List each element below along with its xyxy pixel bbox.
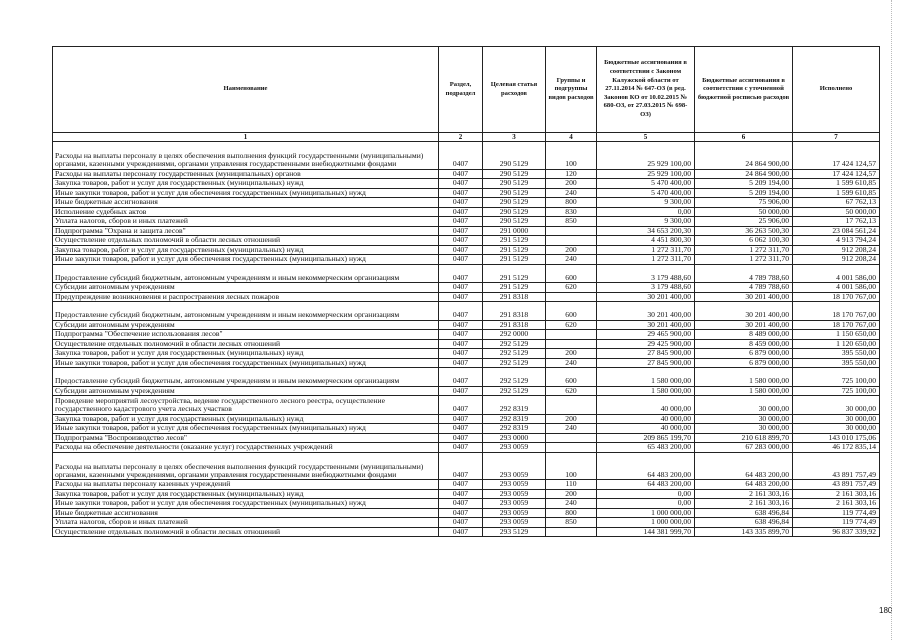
row-expense-group: 200 [546, 489, 597, 499]
row-expense-group: 850 [546, 217, 597, 227]
row-executed-amount: 50 000,00 [793, 207, 880, 217]
table-row [53, 142, 880, 170]
table-row [53, 264, 880, 283]
row-name: Иные закупки товаров, работ и услуг для обеспечения государственных (муниципальных) нужд [53, 499, 439, 509]
row-budget-law-amount: 0,00 [597, 207, 695, 217]
row-target-article: 291 5129 [483, 245, 546, 255]
row-name: Закупка товаров, работ и услуг для государственных (муниципальных) нужд [53, 349, 439, 359]
row-budget-list-amount: 8 489 000,00 [695, 330, 793, 340]
table-row [53, 302, 880, 321]
row-budget-list-amount: 64 483 200,00 [695, 480, 793, 490]
row-section: 0407 [439, 396, 483, 415]
row-section: 0407 [439, 489, 483, 499]
row-section: 0407 [439, 527, 483, 537]
row-target-article: 292 8319 [483, 424, 546, 434]
row-target-article: 292 5129 [483, 386, 546, 396]
row-name: Подпрограмма "Охрана и защита лесов" [53, 226, 439, 236]
row-section: 0407 [439, 508, 483, 518]
row-budget-list-amount: 25 906,00 [695, 217, 793, 227]
page-number: 180 [879, 606, 893, 615]
row-section: 0407 [439, 264, 483, 283]
row-section: 0407 [439, 443, 483, 453]
row-name: Субсидии автономным учреждениям [53, 320, 439, 330]
header-name: Наименование [53, 47, 439, 133]
row-section: 0407 [439, 452, 483, 480]
row-name: Закупка товаров, работ и услуг для государственных (муниципальных) нужд [53, 414, 439, 424]
header-expense-group: Группы и подгруппы видов расходов [546, 47, 597, 133]
row-budget-list-amount: 24 864 900,00 [695, 169, 793, 179]
row-budget-list-amount: 5 209 194,00 [695, 188, 793, 198]
row-section: 0407 [439, 358, 483, 368]
page-edge-divider [891, 0, 893, 640]
table-row [53, 499, 880, 509]
row-name: Иные закупки товаров, работ и услуг для обеспечения государственных (муниципальных) нужд [53, 358, 439, 368]
row-target-article: 290 5129 [483, 188, 546, 198]
row-target-article: 292 8319 [483, 396, 546, 415]
row-expense-group [546, 236, 597, 246]
row-budget-law-amount: 30 201 400,00 [597, 320, 695, 330]
row-target-article: 290 5129 [483, 142, 546, 170]
row-budget-list-amount: 30 000,00 [695, 396, 793, 415]
row-executed-amount: 2 161 303,16 [793, 489, 880, 499]
row-executed-amount: 912 208,24 [793, 255, 880, 265]
row-expense-group: 800 [546, 508, 597, 518]
row-budget-law-amount: 1 272 311,70 [597, 245, 695, 255]
row-executed-amount: 912 208,24 [793, 245, 880, 255]
row-executed-amount: 23 084 561,24 [793, 226, 880, 236]
header-row [53, 47, 880, 133]
row-budget-list-amount: 2 161 303,16 [695, 489, 793, 499]
table-row [53, 480, 880, 490]
row-target-article: 292 8319 [483, 414, 546, 424]
row-section: 0407 [439, 198, 483, 208]
header-section: Раздел, подраздел [439, 47, 483, 133]
table-row [53, 433, 880, 443]
table-row [53, 396, 880, 415]
row-target-article: 292 5129 [483, 339, 546, 349]
row-section: 0407 [439, 255, 483, 265]
row-expense-group: 200 [546, 414, 597, 424]
row-budget-list-amount: 30 000,00 [695, 414, 793, 424]
row-section: 0407 [439, 414, 483, 424]
row-budget-law-amount: 27 845 900,00 [597, 349, 695, 359]
column-number: 6 [695, 133, 793, 142]
row-expense-group [546, 226, 597, 236]
row-target-article: 293 0059 [483, 489, 546, 499]
row-name: Подпрограмма "Воспроизводство лесов" [53, 433, 439, 443]
row-budget-law-amount: 1 000 000,00 [597, 508, 695, 518]
row-budget-law-amount: 1 580 000,00 [597, 386, 695, 396]
row-section: 0407 [439, 499, 483, 509]
row-executed-amount: 1 599 610,85 [793, 179, 880, 189]
table-row [53, 320, 880, 330]
table-row [53, 414, 880, 424]
row-name: Закупка товаров, работ и услуг для государственных (муниципальных) нужд [53, 245, 439, 255]
row-executed-amount: 18 170 767,00 [793, 302, 880, 321]
table-row [53, 339, 880, 349]
table-row [53, 283, 880, 293]
row-executed-amount: 30 000,00 [793, 414, 880, 424]
row-target-article: 291 8318 [483, 302, 546, 321]
row-budget-law-amount: 1 000 000,00 [597, 518, 695, 528]
row-executed-amount: 43 891 757,49 [793, 452, 880, 480]
table-row [53, 349, 880, 359]
header-execution: Исполнено [793, 47, 880, 133]
row-target-article: 290 5129 [483, 198, 546, 208]
table-row [53, 386, 880, 396]
row-target-article: 290 5129 [483, 207, 546, 217]
row-section: 0407 [439, 179, 483, 189]
row-target-article: 293 0059 [483, 480, 546, 490]
row-section: 0407 [439, 236, 483, 246]
row-executed-amount: 17 762,13 [793, 217, 880, 227]
row-name: Предупреждение возникновения и распространения лесных пожаров [53, 292, 439, 302]
table-row [53, 292, 880, 302]
row-target-article: 290 5129 [483, 179, 546, 189]
row-expense-group [546, 433, 597, 443]
row-budget-law-amount: 9 300,00 [597, 198, 695, 208]
row-section: 0407 [439, 188, 483, 198]
table-row [53, 169, 880, 179]
row-section: 0407 [439, 433, 483, 443]
row-budget-list-amount: 67 283 000,00 [695, 443, 793, 453]
row-expense-group: 110 [546, 480, 597, 490]
row-section: 0407 [439, 302, 483, 321]
row-expense-group: 830 [546, 207, 597, 217]
row-budget-law-amount: 40 000,00 [597, 414, 695, 424]
row-executed-amount: 395 550,00 [793, 358, 880, 368]
row-budget-law-amount: 64 483 200,00 [597, 480, 695, 490]
row-name: Осуществление отдельных полномочий в области лесных отношений [53, 339, 439, 349]
row-budget-law-amount: 5 470 400,00 [597, 179, 695, 189]
row-budget-law-amount: 25 929 100,00 [597, 169, 695, 179]
row-expense-group [546, 339, 597, 349]
row-target-article: 292 5129 [483, 349, 546, 359]
row-executed-amount: 395 550,00 [793, 349, 880, 359]
row-budget-list-amount: 4 789 788,60 [695, 283, 793, 293]
table-row [53, 255, 880, 265]
row-name: Уплата налогов, сборов и иных платежей [53, 217, 439, 227]
row-budget-list-amount: 30 201 400,00 [695, 292, 793, 302]
row-expense-group: 200 [546, 349, 597, 359]
row-target-article: 291 5129 [483, 283, 546, 293]
table-row [53, 527, 880, 537]
row-budget-law-amount: 40 000,00 [597, 396, 695, 415]
row-expense-group: 100 [546, 142, 597, 170]
row-budget-list-amount: 6 062 100,30 [695, 236, 793, 246]
row-expense-group: 600 [546, 368, 597, 387]
column-number: 3 [483, 133, 546, 142]
row-name: Подпрограмма "Обеспечение использования лесов" [53, 330, 439, 340]
row-name: Иные закупки товаров, работ и услуг для обеспечения государственных (муниципальных) нужд [53, 188, 439, 198]
row-budget-list-amount: 638 496,84 [695, 508, 793, 518]
row-expense-group: 240 [546, 499, 597, 509]
row-budget-list-amount: 75 906,00 [695, 198, 793, 208]
row-expense-group [546, 527, 597, 537]
table-row [53, 330, 880, 340]
row-budget-law-amount: 5 470 400,00 [597, 188, 695, 198]
row-executed-amount: 2 161 303,16 [793, 499, 880, 509]
table-row [53, 198, 880, 208]
row-budget-list-amount: 5 209 194,00 [695, 179, 793, 189]
row-budget-law-amount: 29 425 900,00 [597, 339, 695, 349]
row-budget-law-amount: 25 929 100,00 [597, 142, 695, 170]
row-expense-group: 600 [546, 302, 597, 321]
row-name: Закупка товаров, работ и услуг для государственных (муниципальных) нужд [53, 179, 439, 189]
row-target-article: 290 5129 [483, 217, 546, 227]
row-executed-amount: 30 000,00 [793, 424, 880, 434]
row-budget-law-amount: 30 201 400,00 [597, 292, 695, 302]
row-name: Осуществление отдельных полномочий в области лесных отношений [53, 236, 439, 246]
row-budget-law-amount: 1 272 311,70 [597, 255, 695, 265]
row-expense-group: 620 [546, 386, 597, 396]
row-expense-group: 850 [546, 518, 597, 528]
row-section: 0407 [439, 518, 483, 528]
row-section: 0407 [439, 386, 483, 396]
row-budget-list-amount: 4 789 788,60 [695, 264, 793, 283]
header-budget-list: Бюджетные ассигнования в соответствии с уточненной бюджетной росписью расходов [695, 47, 793, 133]
row-executed-amount: 143 010 175,06 [793, 433, 880, 443]
row-section: 0407 [439, 368, 483, 387]
table-row [53, 489, 880, 499]
row-executed-amount: 18 170 767,00 [793, 292, 880, 302]
row-budget-list-amount: 1 272 311,70 [695, 245, 793, 255]
row-budget-list-amount: 143 335 899,70 [695, 527, 793, 537]
header-budget-law: Бюджетные ассигнования в соответствии с Законом Калужской области от 27.11.2014 № 647-ОЗ (в ред. Законов КО от 10.02.2015 № 680-ОЗ, от 27.03.2015 № 698-ОЗ) [597, 47, 695, 133]
row-executed-amount: 17 424 124,57 [793, 142, 880, 170]
table-row [53, 368, 880, 387]
table-row [53, 179, 880, 189]
row-name: Предоставление субсидий бюджетным, автономным учреждениям и иным некоммерческим организациям [53, 302, 439, 321]
row-budget-list-amount: 64 483 200,00 [695, 452, 793, 480]
row-budget-law-amount: 1 580 000,00 [597, 368, 695, 387]
row-executed-amount: 43 891 757,49 [793, 480, 880, 490]
row-target-article: 293 0059 [483, 508, 546, 518]
row-expense-group [546, 443, 597, 453]
row-expense-group: 200 [546, 245, 597, 255]
table-row [53, 452, 880, 480]
row-name: Предоставление субсидий бюджетным, автономным учреждениям и иным некоммерческим организациям [53, 264, 439, 283]
row-expense-group: 620 [546, 320, 597, 330]
row-expense-group: 200 [546, 179, 597, 189]
row-budget-list-amount: 2 161 303,16 [695, 499, 793, 509]
row-name: Расходы на выплаты персоналу казенных учреждений [53, 480, 439, 490]
row-section: 0407 [439, 349, 483, 359]
row-name: Иные бюджетные ассигнования [53, 508, 439, 518]
table-row [53, 424, 880, 434]
table-row [53, 207, 880, 217]
row-expense-group: 240 [546, 255, 597, 265]
row-budget-list-amount: 638 496,84 [695, 518, 793, 528]
row-executed-amount: 67 762,13 [793, 198, 880, 208]
row-section: 0407 [439, 169, 483, 179]
table-row [53, 508, 880, 518]
row-name: Осуществление отдельных полномочий в области лесных отношений [53, 527, 439, 537]
row-target-article: 293 0000 [483, 433, 546, 443]
row-name: Проведение мероприятий лесоустройства, ведение государственного лесного реестра, осуществление государственного кадастрового учета лесных участков [53, 396, 439, 415]
row-executed-amount: 96 837 339,92 [793, 527, 880, 537]
row-name: Расходы на выплаты персоналу в целях обеспечения выполнения функций государственными (муниципальными) органами, казенными учреждениями, органами управления государственными внебюджетными фондами [53, 452, 439, 480]
row-executed-amount: 119 774,49 [793, 508, 880, 518]
row-expense-group: 120 [546, 169, 597, 179]
table-row [53, 443, 880, 453]
row-budget-list-amount: 24 864 900,00 [695, 142, 793, 170]
column-number: 1 [53, 133, 439, 142]
row-target-article: 293 5129 [483, 527, 546, 537]
table-row [53, 217, 880, 227]
row-section: 0407 [439, 226, 483, 236]
row-target-article: 293 0059 [483, 499, 546, 509]
table-row [53, 245, 880, 255]
row-budget-law-amount: 3 179 488,60 [597, 283, 695, 293]
column-number: 7 [793, 133, 880, 142]
row-budget-list-amount: 1 580 000,00 [695, 386, 793, 396]
budget-table-sheet [52, 46, 879, 537]
row-budget-list-amount: 30 201 400,00 [695, 320, 793, 330]
row-name: Расходы на выплаты персоналу в целях обеспечения выполнения функций государственными (муниципальными) органами, казенными учреждениями, органами управления государственными внебюджетными фондами [53, 142, 439, 170]
row-expense-group [546, 292, 597, 302]
row-target-article: 293 0059 [483, 518, 546, 528]
row-target-article: 291 5129 [483, 255, 546, 265]
row-budget-list-amount: 8 459 000,00 [695, 339, 793, 349]
row-name: Иные бюджетные ассигнования [53, 198, 439, 208]
row-name: Предоставление субсидий бюджетным, автономным учреждениям и иным некоммерческим организациям [53, 368, 439, 387]
row-name: Иные закупки товаров, работ и услуг для обеспечения государственных (муниципальных) нужд [53, 255, 439, 265]
row-executed-amount: 4 001 586,00 [793, 264, 880, 283]
row-expense-group: 100 [546, 452, 597, 480]
column-number-row [53, 133, 880, 142]
row-budget-law-amount: 40 000,00 [597, 424, 695, 434]
row-name: Расходы на обеспечение деятельности (оказание услуг) государственных учреждений [53, 443, 439, 453]
row-budget-law-amount: 144 381 999,70 [597, 527, 695, 537]
row-budget-list-amount: 210 618 899,70 [695, 433, 793, 443]
row-executed-amount: 17 424 124,57 [793, 169, 880, 179]
row-name: Субсидии автономным учреждениям [53, 386, 439, 396]
row-section: 0407 [439, 283, 483, 293]
row-executed-amount: 1 120 650,00 [793, 339, 880, 349]
row-budget-law-amount: 0,00 [597, 499, 695, 509]
row-executed-amount: 1 150 650,00 [793, 330, 880, 340]
row-budget-list-amount: 30 201 400,00 [695, 302, 793, 321]
row-expense-group: 240 [546, 188, 597, 198]
row-budget-list-amount: 1 580 000,00 [695, 368, 793, 387]
row-budget-law-amount: 27 845 900,00 [597, 358, 695, 368]
row-budget-list-amount: 50 000,00 [695, 207, 793, 217]
row-target-article: 292 5129 [483, 358, 546, 368]
budget-execution-table [52, 46, 880, 537]
row-target-article: 291 5129 [483, 264, 546, 283]
row-expense-group: 620 [546, 283, 597, 293]
row-executed-amount: 4 913 794,24 [793, 236, 880, 246]
row-expense-group: 800 [546, 198, 597, 208]
row-name: Исполнение судебных актов [53, 207, 439, 217]
row-target-article: 291 8318 [483, 292, 546, 302]
row-section: 0407 [439, 320, 483, 330]
row-budget-law-amount: 209 865 199,70 [597, 433, 695, 443]
row-budget-list-amount: 6 879 000,00 [695, 358, 793, 368]
row-section: 0407 [439, 292, 483, 302]
row-section: 0407 [439, 339, 483, 349]
table-row [53, 236, 880, 246]
row-target-article: 293 0059 [483, 452, 546, 480]
row-budget-law-amount: 3 179 488,60 [597, 264, 695, 283]
row-target-article: 292 0000 [483, 330, 546, 340]
row-executed-amount: 46 172 835,14 [793, 443, 880, 453]
row-section: 0407 [439, 424, 483, 434]
row-budget-list-amount: 36 263 500,30 [695, 226, 793, 236]
row-expense-group: 600 [546, 264, 597, 283]
header-target-article: Целевая статья расходов [483, 47, 546, 133]
row-budget-law-amount: 65 483 200,00 [597, 443, 695, 453]
row-section: 0407 [439, 142, 483, 170]
row-budget-list-amount: 30 000,00 [695, 424, 793, 434]
row-executed-amount: 18 170 767,00 [793, 320, 880, 330]
table-body [53, 142, 880, 537]
row-budget-law-amount: 4 451 800,30 [597, 236, 695, 246]
row-section: 0407 [439, 217, 483, 227]
row-section: 0407 [439, 245, 483, 255]
row-executed-amount: 1 599 610,85 [793, 188, 880, 198]
row-budget-list-amount: 1 272 311,70 [695, 255, 793, 265]
row-executed-amount: 30 000,00 [793, 396, 880, 415]
row-name: Иные закупки товаров, работ и услуг для обеспечения государственных (муниципальных) нужд [53, 424, 439, 434]
row-budget-law-amount: 30 201 400,00 [597, 302, 695, 321]
row-budget-list-amount: 6 879 000,00 [695, 349, 793, 359]
table-row [53, 188, 880, 198]
row-section: 0407 [439, 330, 483, 340]
table-row [53, 358, 880, 368]
row-budget-law-amount: 64 483 200,00 [597, 452, 695, 480]
row-name: Закупка товаров, работ и услуг для государственных (муниципальных) нужд [53, 489, 439, 499]
row-section: 0407 [439, 480, 483, 490]
column-number: 5 [597, 133, 695, 142]
row-target-article: 292 5129 [483, 368, 546, 387]
column-number: 2 [439, 133, 483, 142]
row-executed-amount: 4 001 586,00 [793, 283, 880, 293]
row-budget-law-amount: 9 300,00 [597, 217, 695, 227]
table-row [53, 226, 880, 236]
row-target-article: 290 5129 [483, 169, 546, 179]
row-expense-group [546, 330, 597, 340]
row-expense-group: 240 [546, 358, 597, 368]
row-executed-amount: 119 774,49 [793, 518, 880, 528]
column-number: 4 [546, 133, 597, 142]
row-name: Субсидии автономным учреждениям [53, 283, 439, 293]
row-expense-group: 240 [546, 424, 597, 434]
row-expense-group [546, 396, 597, 415]
row-target-article: 291 0000 [483, 226, 546, 236]
row-target-article: 291 8318 [483, 320, 546, 330]
row-section: 0407 [439, 207, 483, 217]
row-target-article: 293 0059 [483, 443, 546, 453]
row-executed-amount: 725 100,00 [793, 368, 880, 387]
row-budget-law-amount: 0,00 [597, 489, 695, 499]
row-target-article: 291 5129 [483, 236, 546, 246]
row-budget-law-amount: 34 653 200,30 [597, 226, 695, 236]
row-name: Уплата налогов, сборов и иных платежей [53, 518, 439, 528]
row-executed-amount: 725 100,00 [793, 386, 880, 396]
row-name: Расходы на выплаты персоналу государственных (муниципальных) органов [53, 169, 439, 179]
row-budget-law-amount: 29 465 900,00 [597, 330, 695, 340]
table-row [53, 518, 880, 528]
